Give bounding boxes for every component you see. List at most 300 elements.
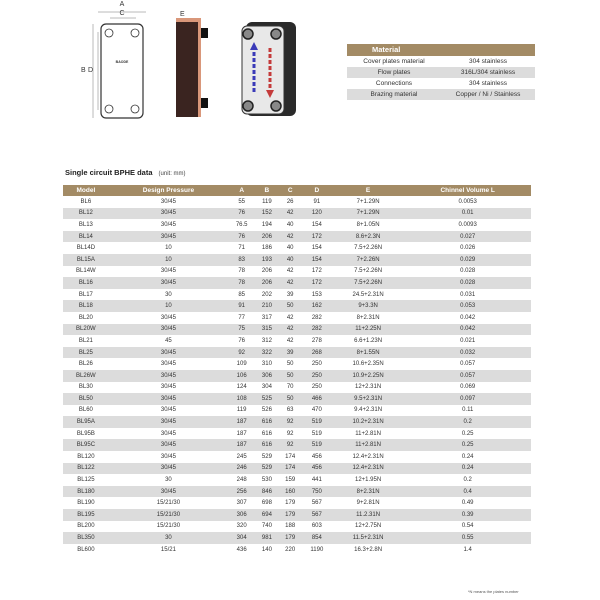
table-cell: 30/45 xyxy=(109,231,228,243)
table-row xyxy=(63,266,531,278)
table-cell: 186 xyxy=(261,245,272,252)
table-cell: 120 xyxy=(302,208,332,220)
table-cell: 11.5+2.31N xyxy=(332,532,405,544)
table-cell: 10.6+2.35N xyxy=(352,361,384,368)
table-cell: 11+2.25N xyxy=(332,324,405,336)
table-row xyxy=(63,312,531,324)
table-cell: BL6 xyxy=(80,198,92,205)
table-cell: 12.4+2.31N xyxy=(332,463,405,475)
table-cell: BL20 xyxy=(78,314,93,321)
table-cell: 108 xyxy=(228,393,255,405)
table-cell: 77 xyxy=(238,314,246,321)
table-cell: 456 xyxy=(311,453,322,460)
table-cell: 12+1.95N xyxy=(355,477,382,484)
table-cell: 40 xyxy=(286,245,294,252)
table-cell: 187 xyxy=(236,430,247,437)
brand-label: BAODE xyxy=(115,60,129,64)
table-cell: 525 xyxy=(255,393,278,405)
table-cell: 160 xyxy=(279,486,302,498)
table-row xyxy=(63,219,531,231)
table-cell: 24.5+2.31N xyxy=(352,291,384,298)
material-label: Flow plates xyxy=(377,69,411,76)
table-row xyxy=(63,544,531,556)
table-cell: 106 xyxy=(228,370,255,382)
table-row xyxy=(63,382,531,394)
table-cell: 567 xyxy=(311,500,322,507)
table-cell: 0.026 xyxy=(460,245,476,252)
table-row xyxy=(63,242,531,254)
table-cell: BL17 xyxy=(78,291,93,298)
table-cell: 30/45 xyxy=(160,314,176,321)
table-cell: 0.028 xyxy=(460,268,476,275)
table-cell: 306 xyxy=(255,370,278,382)
table-cell: 55 xyxy=(238,198,246,205)
table-cell: 246 xyxy=(228,463,255,475)
table-cell: 282 xyxy=(311,314,322,321)
table-cell: 6.6+1.23N xyxy=(354,337,383,344)
table-cell: 0.027 xyxy=(404,231,531,243)
table-cell: 159 xyxy=(285,477,296,484)
material-row xyxy=(347,78,535,89)
table-cell: 278 xyxy=(311,337,322,344)
table-cell: 307 xyxy=(236,500,247,507)
table-cell: 30/45 xyxy=(160,361,176,368)
table-cell: 0.042 xyxy=(460,314,476,321)
table-row xyxy=(63,521,531,533)
table-cell: 119 xyxy=(236,407,247,414)
table-cell: 8+1.55N xyxy=(332,347,405,359)
table-cell: 306 xyxy=(228,509,255,521)
table-cell: 519 xyxy=(311,430,322,437)
table-cell: 0.55 xyxy=(404,532,531,544)
table-cell: 92 xyxy=(279,439,302,451)
table-cell: 50 xyxy=(279,393,302,405)
table-cell: 0.031 xyxy=(460,291,476,298)
side-view-drawing xyxy=(172,10,212,120)
table-cell: 11+2.81N xyxy=(332,439,405,451)
table-row xyxy=(63,463,531,475)
table-row xyxy=(63,393,531,405)
table-cell: 250 xyxy=(311,384,322,391)
label-a: A xyxy=(119,1,125,8)
table-cell: 526 xyxy=(261,407,272,414)
table-cell: 0.097 xyxy=(404,393,531,405)
table-cell: 519 xyxy=(302,416,332,428)
table-cell: 76.5 xyxy=(235,221,248,228)
table-cell: 750 xyxy=(302,486,332,498)
table-cell: 304 xyxy=(261,384,272,391)
table-row xyxy=(63,370,531,382)
table-cell: 15/21/30 xyxy=(109,509,228,521)
table-row xyxy=(63,324,531,336)
footnote: *N means the plates number xyxy=(468,589,519,594)
dimension-drawing xyxy=(78,0,168,125)
material-row xyxy=(347,56,535,67)
table-cell: 50 xyxy=(279,370,302,382)
table-cell: 174 xyxy=(285,453,296,460)
column-header: A xyxy=(228,185,255,196)
column-header: B xyxy=(255,185,278,196)
table-cell: 7+2.26N xyxy=(332,254,405,266)
table-cell: 1190 xyxy=(310,546,324,553)
table-cell: BL190 xyxy=(77,500,95,507)
table-cell: 0.057 xyxy=(404,370,531,382)
table-cell: BL350 xyxy=(63,532,109,544)
table-cell: 30/45 xyxy=(109,439,228,451)
table-cell: 304 xyxy=(228,532,255,544)
table-cell: 616 xyxy=(261,430,272,437)
table-cell: 282 xyxy=(302,324,332,336)
material-table xyxy=(347,44,535,100)
table-cell: 0.069 xyxy=(460,384,476,391)
table-cell: 10.2+2.31N xyxy=(332,416,405,428)
table-cell: 9.4+2.31N xyxy=(354,407,383,414)
table-cell: 0.24 xyxy=(461,453,474,460)
table-cell: 310 xyxy=(261,361,272,368)
table-cell: BL21 xyxy=(78,337,93,344)
table-row xyxy=(63,347,531,359)
table-cell: 8+2.31N xyxy=(332,486,405,498)
table-cell: 0.49 xyxy=(461,500,474,507)
table-cell: 154 xyxy=(302,254,332,266)
table-cell: 470 xyxy=(311,407,322,414)
table-title-text: Single circuit BPHE data xyxy=(65,168,153,177)
table-cell: 70 xyxy=(286,384,294,391)
table-cell: 194 xyxy=(261,221,272,228)
table-cell: 172 xyxy=(302,277,332,289)
table-cell: 206 xyxy=(255,277,278,289)
table-cell: BL26W xyxy=(63,370,109,382)
table-cell: BL195 xyxy=(63,509,109,521)
plate-outline xyxy=(101,24,143,118)
table-cell: 76 xyxy=(228,208,255,220)
table-cell: BL20W xyxy=(63,324,109,336)
column-header: C xyxy=(279,185,302,196)
table-cell: BL14 xyxy=(63,231,109,243)
table-cell: BL25 xyxy=(63,347,109,359)
table-cell: 0.25 xyxy=(461,430,474,437)
material-value: 316L/304 stainless xyxy=(460,69,516,76)
material-row xyxy=(347,67,535,78)
table-cell: 63 xyxy=(286,407,294,414)
table-cell: 30/45 xyxy=(109,486,228,498)
table-header-row xyxy=(63,185,531,196)
material-label: Brazing material xyxy=(370,91,418,98)
label-d: D xyxy=(88,67,94,74)
table-cell: 248 xyxy=(236,477,247,484)
table-cell: 92 xyxy=(286,430,294,437)
table-cell: 71 xyxy=(238,245,246,252)
table-cell: 85 xyxy=(238,291,246,298)
table-cell: 12+2.75N xyxy=(355,523,382,530)
table-row xyxy=(63,300,531,312)
table-cell: BL26 xyxy=(78,361,93,368)
table-cell: 30/45 xyxy=(109,324,228,336)
table-cell: 9+2.81N xyxy=(356,500,380,507)
table-cell: 616 xyxy=(255,416,278,428)
table-cell: 0.0053 xyxy=(458,198,477,205)
table-cell: 466 xyxy=(302,393,332,405)
table-cell: 109 xyxy=(236,361,247,368)
table-cell: 162 xyxy=(302,300,332,312)
table-cell: 854 xyxy=(302,532,332,544)
table-row xyxy=(63,428,531,440)
table-cell: BL30 xyxy=(78,384,93,391)
table-cell: 30/45 xyxy=(109,393,228,405)
table-cell: 0.0093 xyxy=(458,221,477,228)
table-cell: BL95C xyxy=(63,439,109,451)
table-cell: 312 xyxy=(261,337,272,344)
table-cell: 140 xyxy=(261,546,272,553)
table-cell: BL18 xyxy=(63,300,109,312)
material-value: 304 stainless xyxy=(469,58,507,65)
label-e: E xyxy=(180,11,185,18)
column-header: E xyxy=(332,185,405,196)
table-cell: 10 xyxy=(165,245,172,252)
table-cell: 10.9+2.25N xyxy=(332,370,405,382)
material-label: Cover plates material xyxy=(363,58,425,65)
table-cell: 9.5+2.31N xyxy=(332,393,405,405)
table-cell: 0.11 xyxy=(462,407,474,414)
table-cell: 154 xyxy=(311,221,322,228)
table-cell: 30 xyxy=(165,291,172,298)
table-row xyxy=(63,254,531,266)
table-cell: 0.4 xyxy=(404,486,531,498)
table-cell: BL95B xyxy=(76,430,95,437)
table-cell: 92 xyxy=(279,416,302,428)
table-cell: BL600 xyxy=(77,546,95,553)
column-header: D xyxy=(302,185,332,196)
table-cell: 193 xyxy=(255,254,278,266)
table-cell: 30/45 xyxy=(109,416,228,428)
table-cell: 220 xyxy=(285,546,296,553)
table-cell: 42 xyxy=(286,314,294,321)
table-cell: 256 xyxy=(228,486,255,498)
table-cell: 153 xyxy=(311,291,322,298)
table-cell: 698 xyxy=(261,500,272,507)
table-cell: 202 xyxy=(261,291,272,298)
table-cell: 42 xyxy=(279,324,302,336)
table-cell: 0.028 xyxy=(404,277,531,289)
table-row xyxy=(63,532,531,544)
table-cell: 16.3+2.8N xyxy=(354,546,383,553)
table-cell: BL120 xyxy=(77,453,95,460)
table-cell: 1.4 xyxy=(463,546,472,553)
table-cell: 78 xyxy=(228,277,255,289)
table-cell: 42 xyxy=(286,268,294,275)
label-c: C xyxy=(119,10,125,17)
table-row xyxy=(63,277,531,289)
table-cell: 8+1.05N xyxy=(356,221,380,228)
table-cell: 0.54 xyxy=(461,523,474,530)
table-cell: 124 xyxy=(236,384,247,391)
table-cell: 981 xyxy=(255,532,278,544)
table-cell: 187 xyxy=(228,416,255,428)
table-cell: BL60 xyxy=(78,407,93,414)
table-row xyxy=(63,289,531,301)
table-cell: 8.6+2.3N xyxy=(332,231,405,243)
table-cell: BL16 xyxy=(63,277,109,289)
material-value: 304 stainless xyxy=(469,80,507,87)
table-cell: 15/21/30 xyxy=(156,523,181,530)
table-cell: 0.032 xyxy=(404,347,531,359)
table-cell: 320 xyxy=(236,523,247,530)
table-row xyxy=(63,358,531,370)
table-cell: 152 xyxy=(255,208,278,220)
table-cell: 154 xyxy=(311,245,322,252)
table-cell: 10 xyxy=(109,254,228,266)
table-cell: 172 xyxy=(311,268,322,275)
table-row xyxy=(63,439,531,451)
table-cell: 7.5+2.26N xyxy=(332,277,405,289)
table-cell: 315 xyxy=(255,324,278,336)
table-cell: 10 xyxy=(109,300,228,312)
table-cell: 30/45 xyxy=(109,347,228,359)
table-cell: 50 xyxy=(279,300,302,312)
table-cell: 30/45 xyxy=(109,277,228,289)
table-row xyxy=(63,486,531,498)
material-title: Material xyxy=(347,44,535,56)
table-row xyxy=(63,474,531,486)
table-cell: 206 xyxy=(255,231,278,243)
table-cell: BL50 xyxy=(63,393,109,405)
table-cell: 694 xyxy=(255,509,278,521)
table-cell: 7+1.29N xyxy=(356,198,380,205)
table-cell: 76 xyxy=(238,337,246,344)
table-cell: 78 xyxy=(238,268,246,275)
table-row xyxy=(63,196,531,208)
table-title xyxy=(65,168,186,177)
table-cell: 436 xyxy=(236,546,247,553)
table-cell: 0.24 xyxy=(404,463,531,475)
table-cell: 206 xyxy=(261,268,272,275)
table-cell: 26 xyxy=(286,198,294,205)
material-row xyxy=(347,89,535,100)
table-cell: BL125 xyxy=(77,477,95,484)
table-row xyxy=(63,416,531,428)
table-cell: 40 xyxy=(279,254,302,266)
product-photo xyxy=(238,20,298,118)
table-cell: 187 xyxy=(228,439,255,451)
table-cell: 0.042 xyxy=(404,324,531,336)
table-cell: 179 xyxy=(285,500,296,507)
table-cell: 30/45 xyxy=(160,430,176,437)
table-cell: BL200 xyxy=(77,523,95,530)
table-cell: 92 xyxy=(228,347,255,359)
column-header: Design Pressure xyxy=(109,185,228,196)
table-cell: 30/45 xyxy=(109,208,228,220)
table-cell: 268 xyxy=(302,347,332,359)
table-cell: 8+2.31N xyxy=(356,314,380,321)
table-cell: 39 xyxy=(279,347,302,359)
table-unit: (unit: mm) xyxy=(158,171,186,177)
table-cell: 188 xyxy=(285,523,296,530)
label-b: B xyxy=(81,67,86,74)
table-cell: 172 xyxy=(302,231,332,243)
table-cell: 40 xyxy=(286,221,294,228)
table-cell: 119 xyxy=(262,198,272,205)
table-cell: 30/45 xyxy=(160,198,176,205)
table-cell: 30/45 xyxy=(160,407,176,414)
table-cell: BL15A xyxy=(63,254,109,266)
table-row xyxy=(63,497,531,509)
table-cell: 30/45 xyxy=(109,370,228,382)
table-row xyxy=(63,208,531,220)
table-cell: 30 xyxy=(109,532,228,544)
table-row xyxy=(63,335,531,347)
table-cell: 317 xyxy=(261,314,272,321)
table-cell: 30/45 xyxy=(160,453,176,460)
table-cell: 322 xyxy=(255,347,278,359)
table-cell: 12.4+2.31N xyxy=(352,453,384,460)
table-cell: BL14W xyxy=(76,268,96,275)
table-cell: 0.053 xyxy=(404,300,531,312)
table-cell: 0.39 xyxy=(404,509,531,521)
table-cell: 0.021 xyxy=(460,337,476,344)
table-cell: 9+3.3N xyxy=(332,300,405,312)
table-cell: 529 xyxy=(261,453,272,460)
table-cell: 530 xyxy=(261,477,272,484)
table-cell: 39 xyxy=(286,291,294,298)
table-cell: 529 xyxy=(255,463,278,475)
table-cell: 75 xyxy=(228,324,255,336)
table-cell: 7.5+2.26N xyxy=(354,268,383,275)
table-row xyxy=(63,231,531,243)
table-cell: 179 xyxy=(279,532,302,544)
table-cell: BL95A xyxy=(63,416,109,428)
table-cell: 7+1.29N xyxy=(332,208,405,220)
table-row xyxy=(63,509,531,521)
column-header: Chinnel Volume L xyxy=(404,185,531,196)
table-cell: 11.2.31N xyxy=(332,509,405,521)
table-cell: 7.5+2.26N xyxy=(354,245,383,252)
table-cell: 567 xyxy=(302,509,332,521)
table-row xyxy=(63,405,531,417)
table-cell: 15/21/30 xyxy=(156,500,181,507)
table-cell: 174 xyxy=(279,463,302,475)
table-cell: 0.2 xyxy=(404,416,531,428)
table-row xyxy=(63,451,531,463)
table-cell: 0.029 xyxy=(404,254,531,266)
table-cell: 179 xyxy=(279,509,302,521)
table-cell: 250 xyxy=(302,370,332,382)
table-cell: 0.057 xyxy=(460,361,476,368)
table-cell: 12+2.31N xyxy=(355,384,382,391)
table-cell: 245 xyxy=(236,453,247,460)
table-cell: 0.25 xyxy=(404,439,531,451)
table-cell: 11+2.81N xyxy=(355,430,381,437)
table-cell: 519 xyxy=(302,439,332,451)
table-cell: 250 xyxy=(311,361,322,368)
table-cell: 91 xyxy=(228,300,255,312)
table-cell: 45 xyxy=(165,337,172,344)
table-cell: 42 xyxy=(279,277,302,289)
table-cell: 616 xyxy=(255,439,278,451)
table-cell: 91 xyxy=(313,198,321,205)
table-cell: 30 xyxy=(165,477,172,484)
material-label: Connections xyxy=(375,80,413,87)
table-cell: 210 xyxy=(255,300,278,312)
table-cell: 42 xyxy=(279,231,302,243)
table-cell: 30/45 xyxy=(109,463,228,475)
table-cell: BL12 xyxy=(63,208,109,220)
table-cell: 42 xyxy=(286,337,294,344)
table-cell: 30/45 xyxy=(160,384,176,391)
table-cell: 456 xyxy=(302,463,332,475)
table-cell: BL180 xyxy=(63,486,109,498)
table-cell: 740 xyxy=(261,523,272,530)
table-cell: 603 xyxy=(311,523,322,530)
